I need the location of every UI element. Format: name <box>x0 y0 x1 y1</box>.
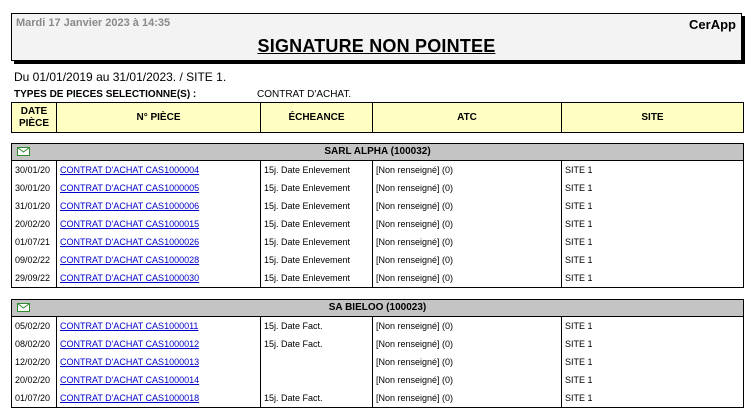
table-row <box>12 389 743 407</box>
date-cell: 01/07/21 <box>15 237 51 247</box>
date-cell: 31/01/20 <box>15 201 51 211</box>
col-header-piece-label: N° PIÈCE <box>136 111 181 123</box>
app-name: CerApp <box>689 17 736 32</box>
col-header-atc <box>372 102 562 133</box>
atc-cell: [Non renseigné] (0) <box>376 321 454 331</box>
piece-link[interactable]: CONTRAT D'ACHAT CAS1000012 <box>60 339 200 349</box>
piece-link[interactable]: CONTRAT D'ACHAT CAS1000013 <box>60 357 200 367</box>
client-group <box>11 143 744 288</box>
envelope-icon <box>17 303 30 312</box>
table-row <box>12 353 743 371</box>
report-header <box>11 13 742 61</box>
atc-cell: [Non renseigné] (0) <box>376 219 454 229</box>
date-cell: 09/02/22 <box>15 255 51 265</box>
echeance-cell: 15j. Date Enlevement <box>264 219 351 229</box>
site-cell: SITE 1 <box>565 183 593 193</box>
echeance-cell: 15j. Date Enlevement <box>264 183 351 193</box>
piece-link[interactable]: CONTRAT D'ACHAT CAS1000015 <box>60 219 200 229</box>
atc-cell: [Non renseigné] (0) <box>376 255 454 265</box>
report-title: SIGNATURE NON POINTEE <box>257 36 496 56</box>
table-row <box>12 317 743 335</box>
table-row <box>12 233 743 251</box>
types-label: TYPES DE PIECES SELECTIONNE(S) : <box>14 89 197 100</box>
table-row <box>12 197 743 215</box>
table-row <box>12 179 743 197</box>
echeance-cell: 15j. Date Enlevement <box>264 201 351 211</box>
col-header-echeance-label: ÉCHEANCE <box>288 111 345 123</box>
piece-link[interactable]: CONTRAT D'ACHAT CAS1000004 <box>60 165 200 175</box>
date-cell: 01/07/20 <box>15 393 51 403</box>
group-name: SA BIELOO (100023) <box>328 302 427 313</box>
table-row <box>12 269 743 287</box>
site-cell: SITE 1 <box>565 393 593 403</box>
date-cell: 05/02/20 <box>15 321 51 331</box>
piece-link[interactable]: CONTRAT D'ACHAT CAS1000011 <box>60 321 199 331</box>
col-header-site <box>561 102 744 133</box>
site-cell: SITE 1 <box>565 273 593 283</box>
envelope-icon <box>17 147 30 156</box>
echeance-cell: 15j. Date Enlevement <box>264 165 351 175</box>
piece-link[interactable]: CONTRAT D'ACHAT CAS1000018 <box>60 393 200 403</box>
atc-cell: [Non renseigné] (0) <box>376 339 454 349</box>
site-cell: SITE 1 <box>565 375 593 385</box>
site-cell: SITE 1 <box>565 255 593 265</box>
site-cell: SITE 1 <box>565 339 593 349</box>
table-row <box>12 251 743 269</box>
piece-link[interactable]: CONTRAT D'ACHAT CAS1000006 <box>60 201 200 211</box>
site-cell: SITE 1 <box>565 357 593 367</box>
group-header <box>12 144 743 161</box>
date-cell: 30/01/20 <box>15 165 51 175</box>
atc-cell: [Non renseigné] (0) <box>376 237 454 247</box>
echeance-cell: 15j. Date Fact. <box>264 393 323 403</box>
atc-cell: [Non renseigné] (0) <box>376 375 454 385</box>
atc-cell: [Non renseigné] (0) <box>376 393 454 403</box>
piece-link[interactable]: CONTRAT D'ACHAT CAS1000030 <box>60 273 200 283</box>
echeance-cell: 15j. Date Enlevement <box>264 273 351 283</box>
site-cell: SITE 1 <box>565 237 593 247</box>
echeance-cell: 15j. Date Enlevement <box>264 255 351 265</box>
atc-cell: [Non renseigné] (0) <box>376 183 454 193</box>
site-cell: SITE 1 <box>565 219 593 229</box>
col-header-date-label: DATE PIÈCE <box>18 105 49 129</box>
atc-cell: [Non renseigné] (0) <box>376 357 454 367</box>
piece-link[interactable]: CONTRAT D'ACHAT CAS1000005 <box>60 183 200 193</box>
atc-cell: [Non renseigné] (0) <box>376 201 454 211</box>
echeance-cell: 15j. Date Enlevement <box>264 237 351 247</box>
report-date: Mardi 17 Janvier 2023 à 14:35 <box>16 17 171 29</box>
date-cell: 20/02/20 <box>15 375 51 385</box>
group-header <box>12 300 743 317</box>
types-value: CONTRAT D'ACHAT. <box>257 89 352 100</box>
atc-cell: [Non renseigné] (0) <box>376 165 454 175</box>
piece-link[interactable]: CONTRAT D'ACHAT CAS1000014 <box>60 375 200 385</box>
col-header-echeance <box>260 102 373 133</box>
table-row <box>12 161 743 179</box>
date-cell: 20/02/20 <box>15 219 51 229</box>
table-row <box>12 371 743 389</box>
piece-link[interactable]: CONTRAT D'ACHAT CAS1000026 <box>60 237 200 247</box>
col-header-date <box>11 102 57 133</box>
table-row <box>12 215 743 233</box>
site-cell: SITE 1 <box>565 321 593 331</box>
date-cell: 30/01/20 <box>15 183 51 193</box>
group-name: SARL ALPHA (100032) <box>324 146 431 157</box>
site-cell: SITE 1 <box>565 165 593 175</box>
col-header-site-label: SITE <box>641 111 664 123</box>
echeance-cell: 15j. Date Fact. <box>264 339 323 349</box>
echeance-cell: 15j. Date Fact. <box>264 321 323 331</box>
col-header-piece <box>56 102 261 133</box>
site-cell: SITE 1 <box>565 201 593 211</box>
table-row <box>12 335 743 353</box>
piece-link[interactable]: CONTRAT D'ACHAT CAS1000028 <box>60 255 200 265</box>
date-cell: 08/02/20 <box>15 339 51 349</box>
col-header-atc-label: ATC <box>457 111 477 123</box>
atc-cell: [Non renseigné] (0) <box>376 273 454 283</box>
date-cell: 29/09/22 <box>15 273 51 283</box>
period-line: Du 01/01/2019 au 31/01/2023. / SITE 1. <box>14 70 227 84</box>
date-cell: 12/02/20 <box>15 357 51 367</box>
client-group <box>11 299 744 408</box>
